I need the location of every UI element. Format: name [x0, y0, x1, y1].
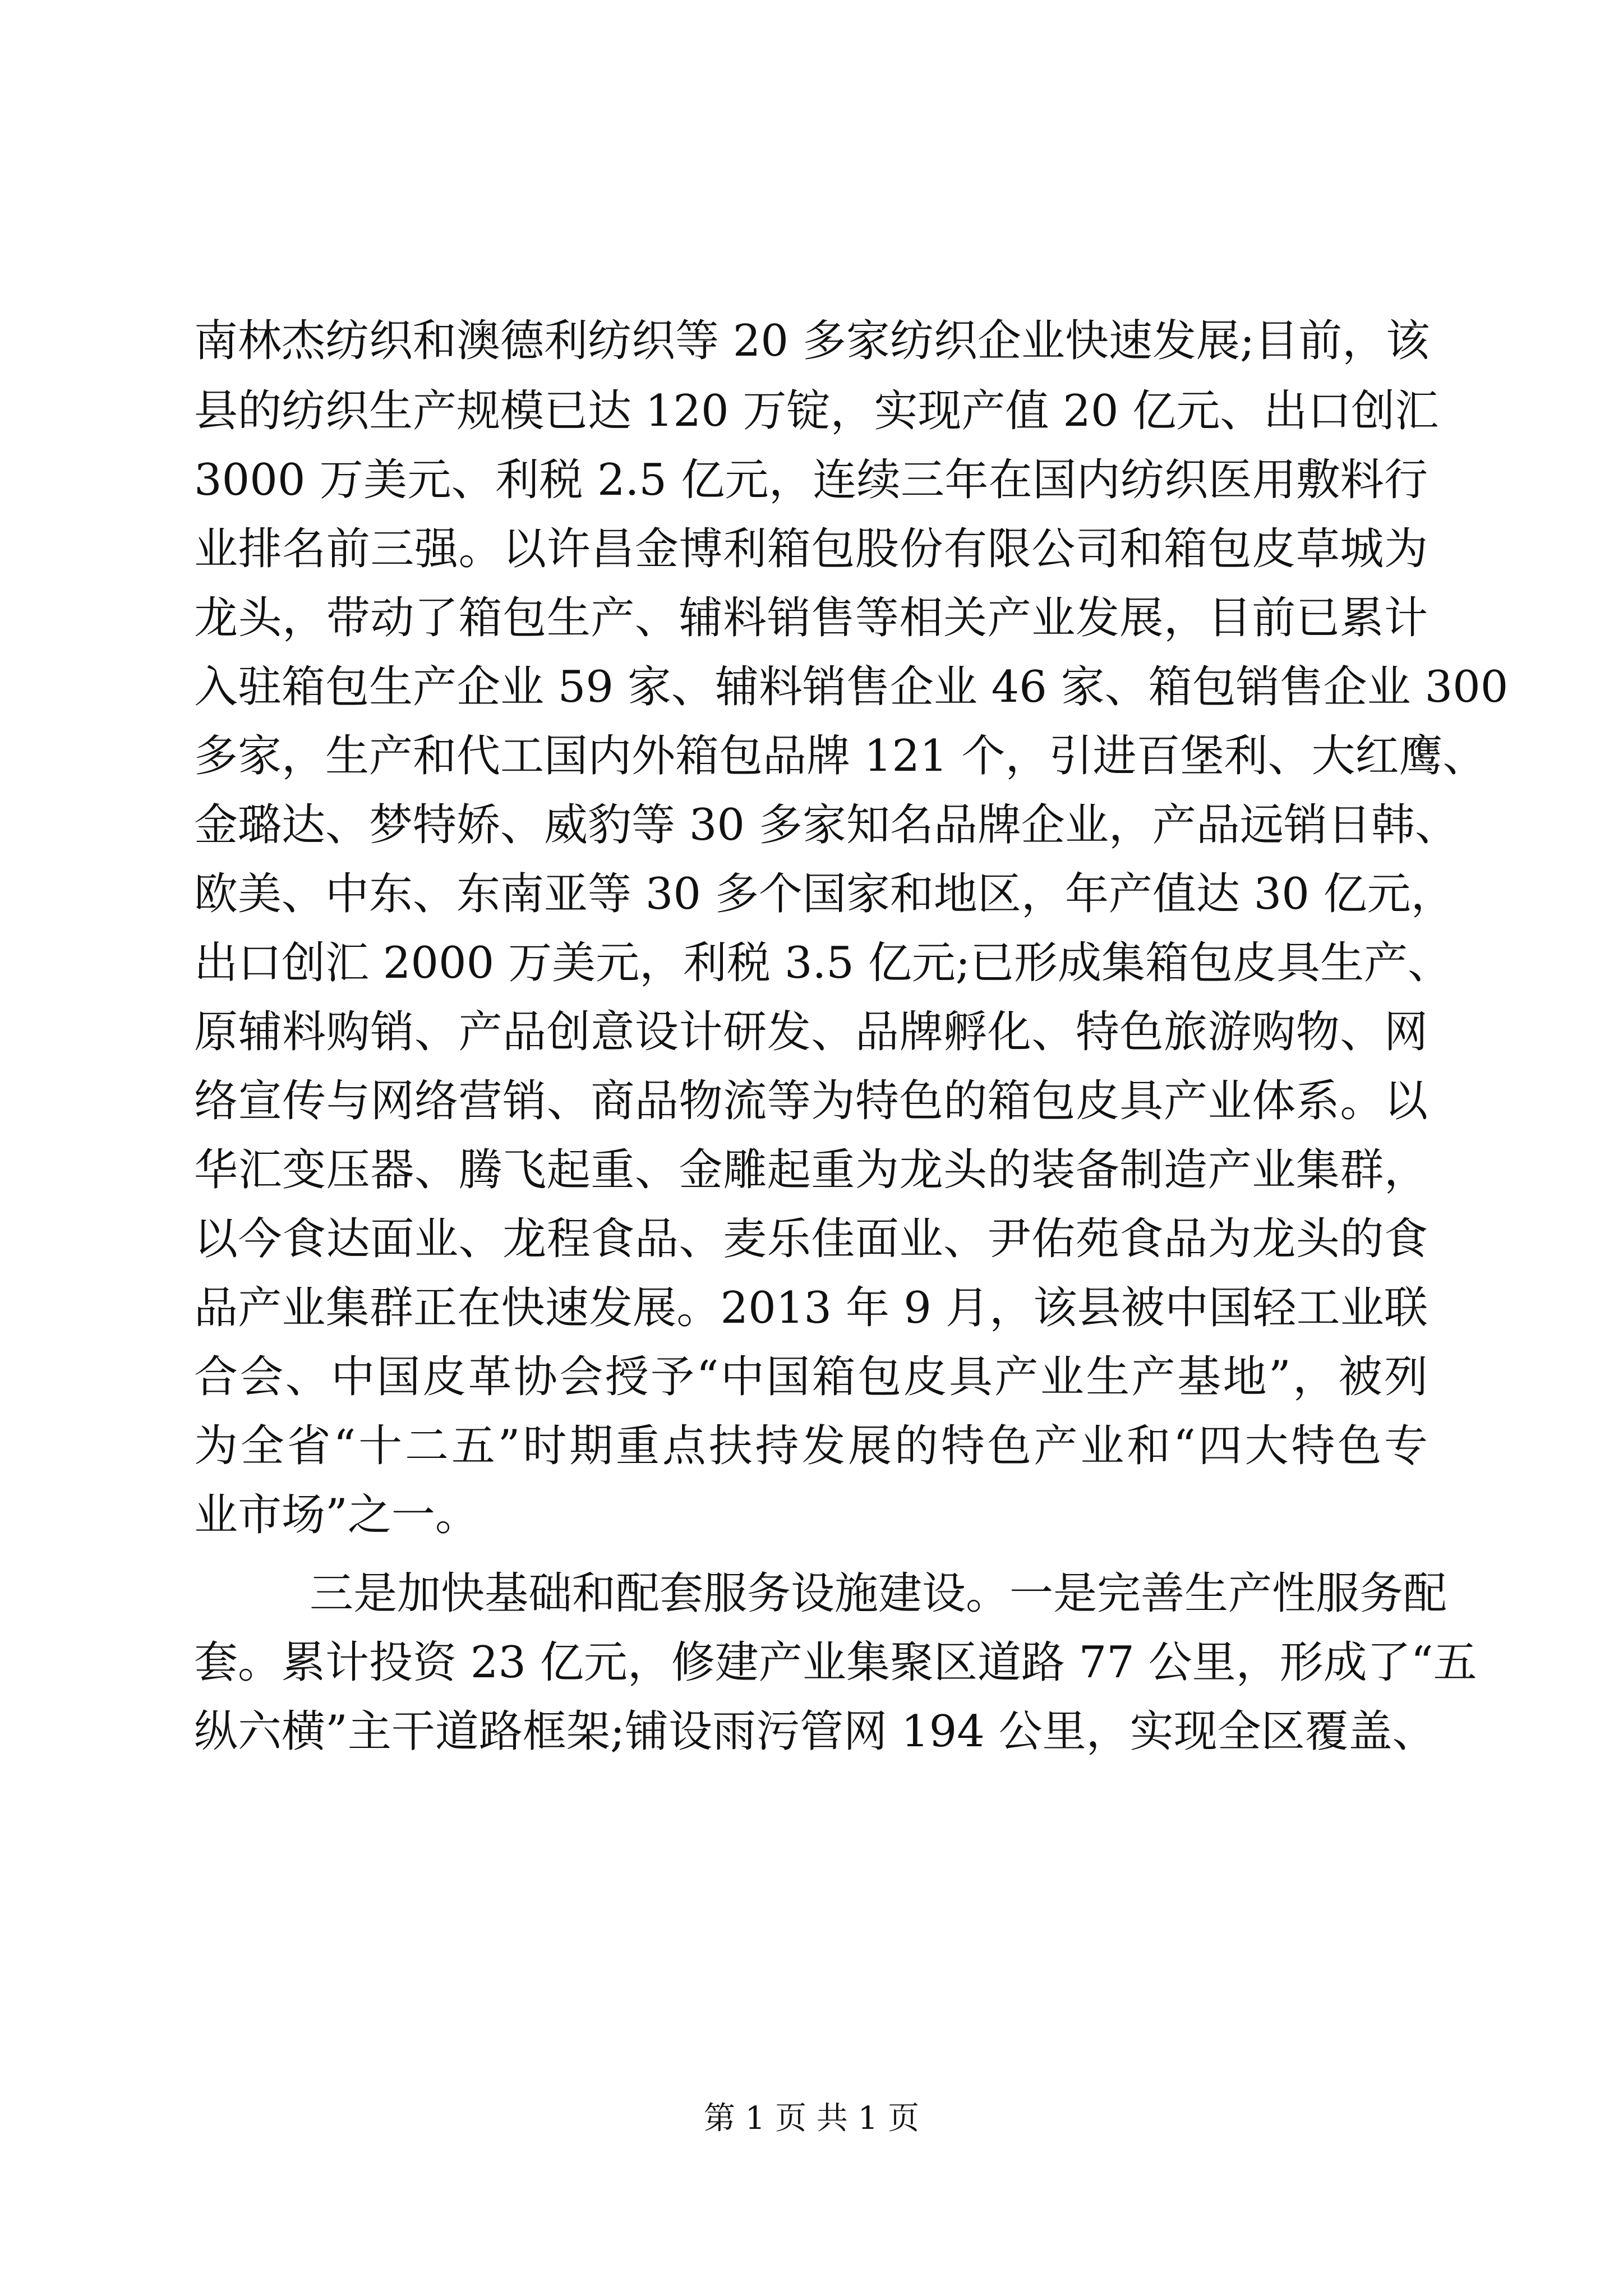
text-line: 业市场”之一。: [194, 1490, 479, 1540]
text-line: 品产业集群正在快速发展。2013 年 9 月，该县被中国轻工业联: [194, 1283, 1428, 1333]
text-line: 县的纺织生产规模已达 120 万锭，实现产值 20 亿元、出口创汇: [194, 386, 1439, 436]
text-line: 为全省“十二五”时期重点扶持发展的特色产业和“四大特色专: [194, 1421, 1428, 1471]
text-line: 多家，生产和代工国内外箱包品牌 121 个，引进百堡利、大红鹰、: [194, 731, 1487, 781]
text-line: 合会、中国皮革协会授予“中国箱包皮具产业生产基地”，被列: [194, 1352, 1428, 1402]
text-line: 套。累计投资 23 亿元，修建产业集聚区道路 77 公里，形成了“五: [194, 1637, 1477, 1688]
text-line: 龙头，带动了箱包生产、辅料销售等相关产业发展，目前已累计: [194, 593, 1428, 643]
text-line: 络宣传与网络营销、商品物流等为特色的箱包皮具产业体系。以: [194, 1076, 1428, 1126]
text-line: 业排名前三强。以许昌金博利箱包股份有限公司和箱包皮草城为: [194, 524, 1428, 574]
page-footer: 第 1 页 共 1 页: [703, 2100, 920, 2137]
text-line: 纵六横”主干道路框架;铺设雨污管网 194 公里，实现全区覆盖、: [194, 1706, 1436, 1757]
text-line: 金璐达、梦特娇、威豹等 30 多家知名品牌企业，产品远销日韩、: [194, 800, 1459, 850]
text-line: 入驻箱包生产企业 59 家、辅料销售企业 46 家、箱包销售企业 300: [194, 662, 1509, 712]
text-line: 出口创汇 2000 万美元，利税 3.5 亿元;已形成集箱包皮具生产、: [194, 938, 1452, 988]
text-line: 南林杰纺织和澳德利纺织等 20 多家纺织企业快速发展;目前，该: [194, 316, 1430, 366]
text-line: 3000 万美元、利税 2.5 亿元，连续三年在国内纺织医用敷料行: [194, 455, 1428, 505]
text-line: 华汇变压器、腾飞起重、金雕起重为龙头的装备制造产业集群，: [194, 1145, 1428, 1195]
text-line: 三是加快基础和配套服务设施建设。一是完善生产性服务配: [310, 1568, 1447, 1619]
text-line: 原辅料购销、产品创意设计研发、品牌孵化、特色旅游购物、网: [194, 1007, 1428, 1057]
text-line: 欧美、中东、东南亚等 30 多个国家和地区，年产值达 30 亿元，: [194, 869, 1455, 919]
text-line: 以今食达面业、龙程食品、麦乐佳面业、尹佑苑食品为龙头的食: [194, 1214, 1428, 1264]
